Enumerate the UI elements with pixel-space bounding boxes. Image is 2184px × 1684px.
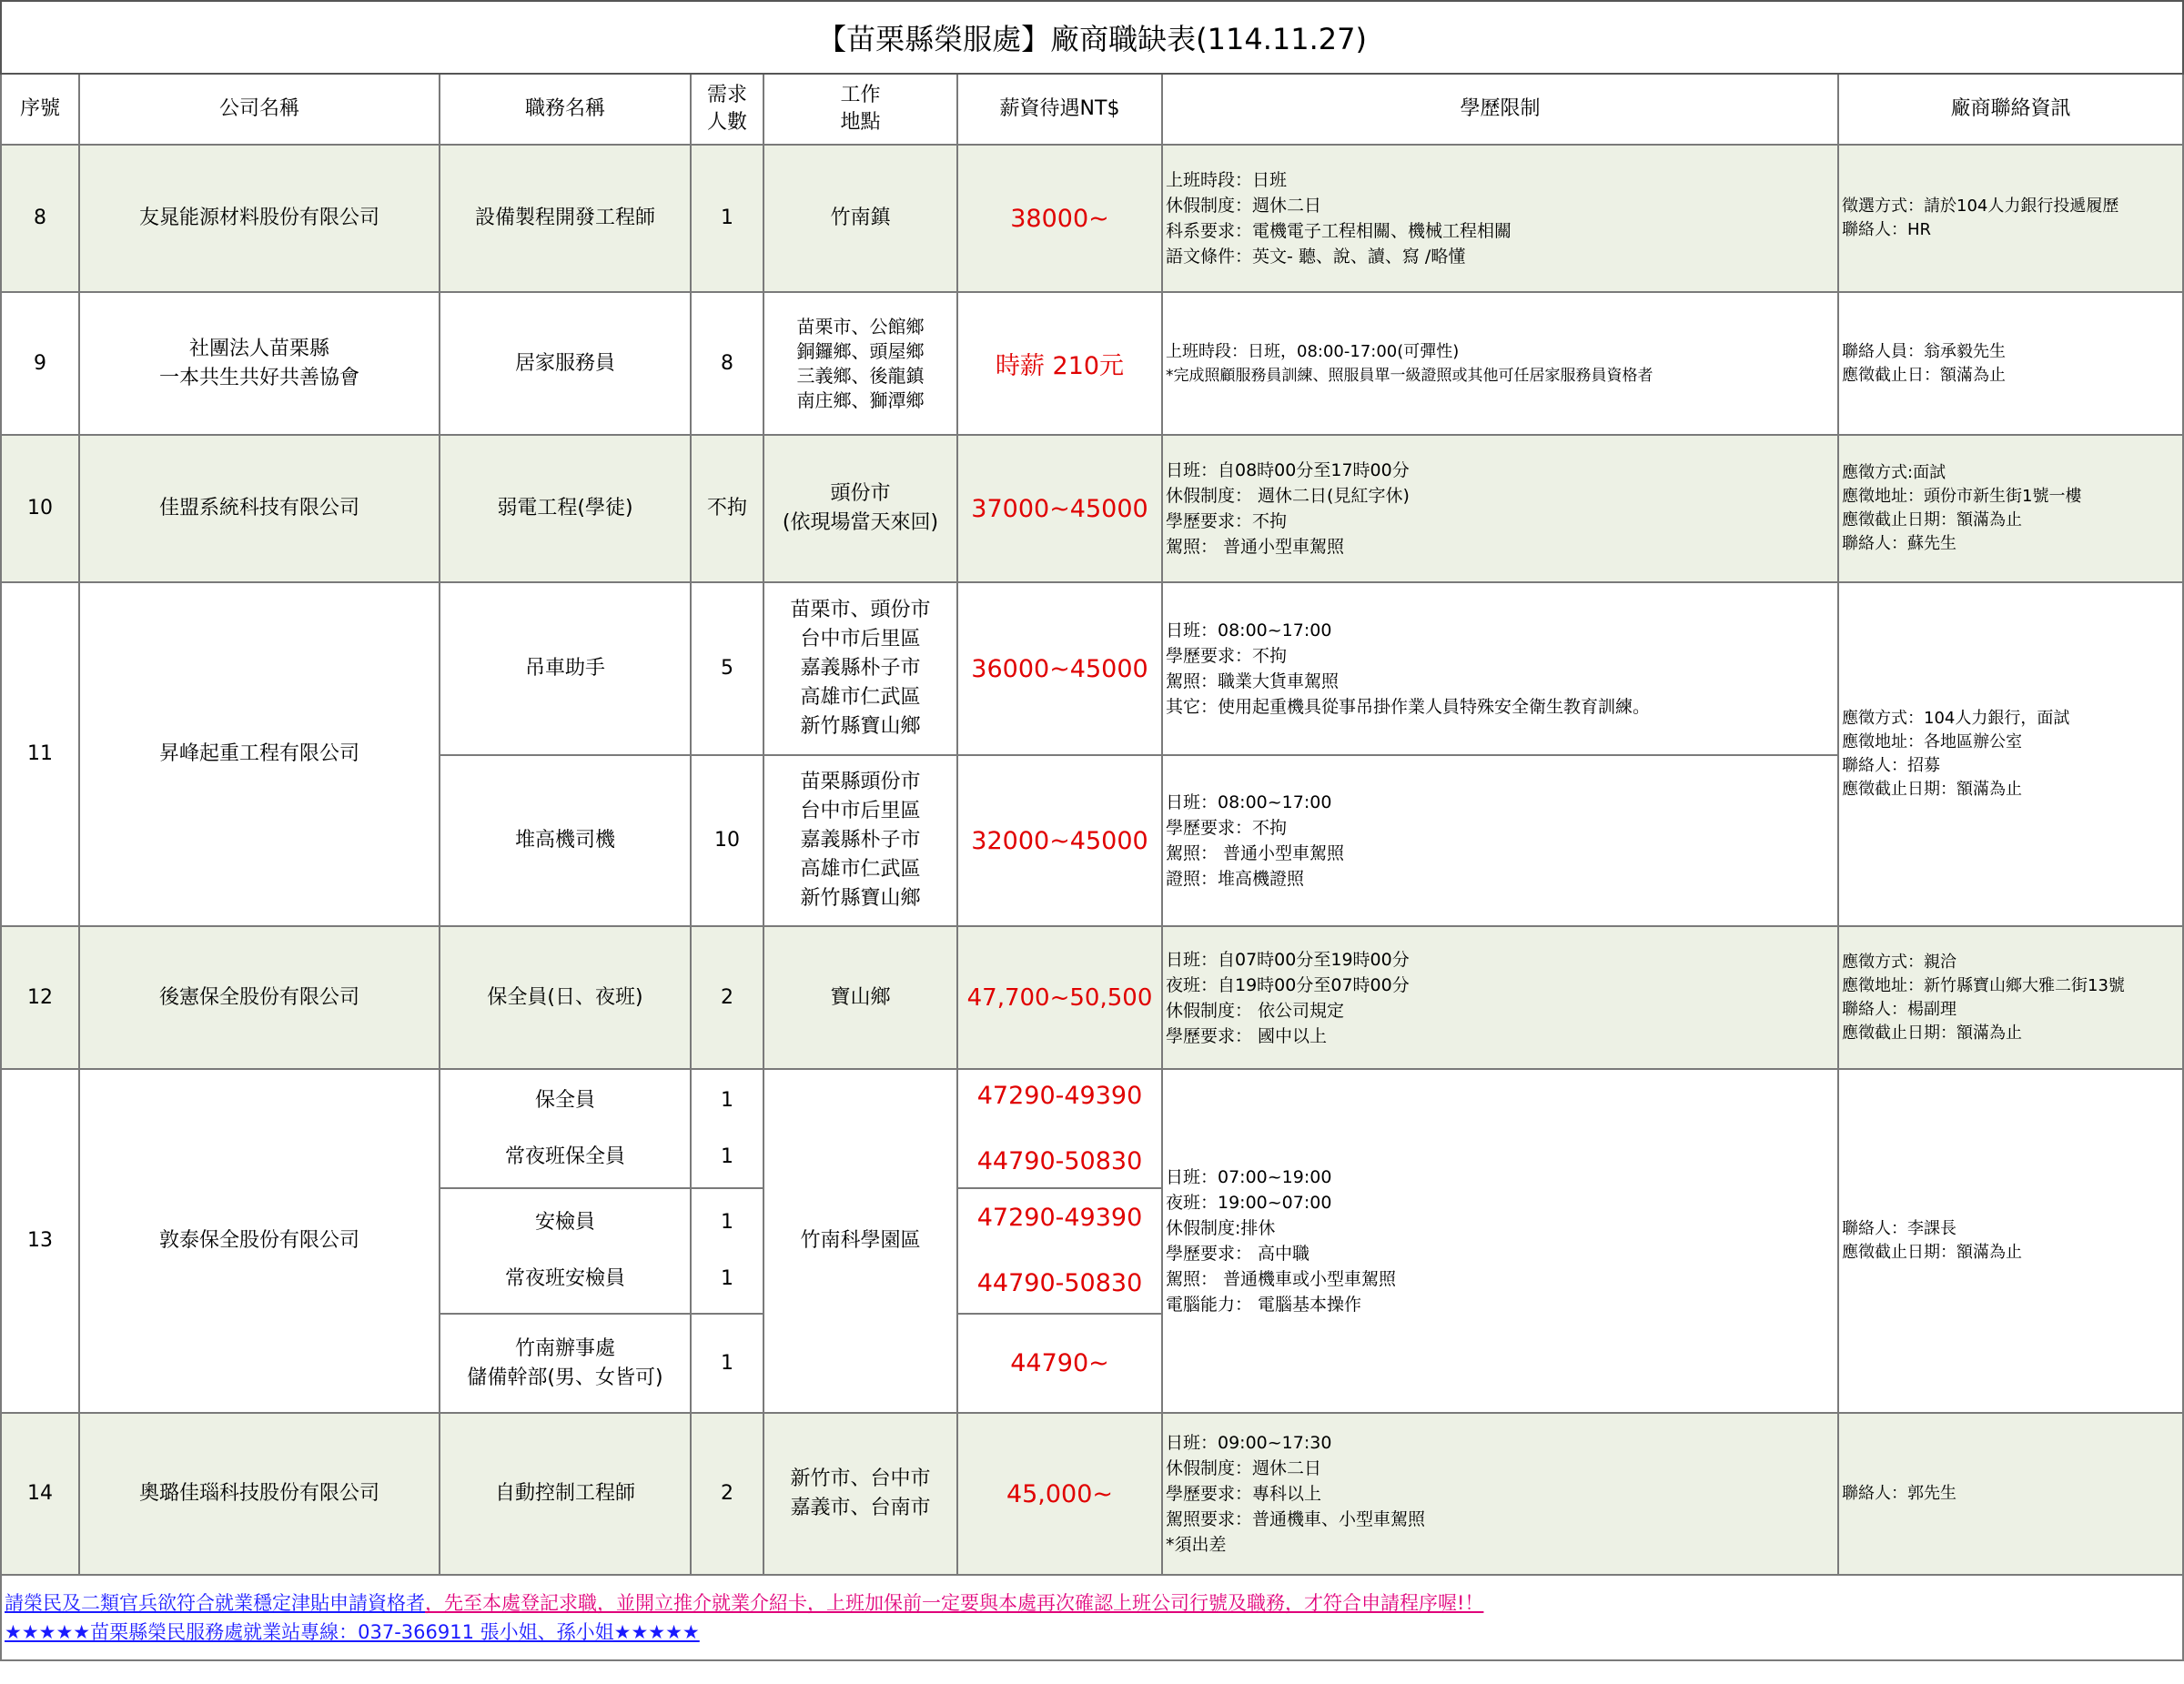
job-title: 堆高機司機 xyxy=(440,755,691,926)
location-line: (依現場當天來回) xyxy=(782,511,939,534)
salary: 32000~45000 xyxy=(957,755,1162,926)
work-location xyxy=(763,582,957,755)
footer-notice xyxy=(1,1575,2183,1660)
header-count xyxy=(691,74,763,145)
requirement-line: 學歷要求：不拘 xyxy=(1166,646,1288,666)
contact-info xyxy=(1838,435,2183,582)
headcount: 2 xyxy=(691,926,763,1069)
location-line: 新竹縣寶山鄉 xyxy=(800,887,921,910)
contact-line: 聯絡人：蘇先生 xyxy=(1842,534,1956,553)
location-line: 台中市后里區 xyxy=(800,628,921,650)
job-title: 保全員(日、夜班) xyxy=(440,926,691,1069)
salary: 時薪 210元 xyxy=(957,292,1162,435)
requirement-line: 上班時段：日班 xyxy=(1166,170,1288,190)
headcount xyxy=(691,1069,763,1188)
headcount: 2 xyxy=(691,1413,763,1575)
requirement-line: 日班：自08時00分至17時00分 xyxy=(1166,460,1410,480)
requirements xyxy=(1162,926,1838,1069)
contact-line: 聯絡人員：翁承毅先生 xyxy=(1842,341,2006,361)
job-title-line: 常夜班保全員 xyxy=(504,1145,625,1168)
requirements xyxy=(1162,435,1838,582)
table-row xyxy=(1,435,2183,582)
requirement-line: 夜班：自19時00分至07時00分 xyxy=(1166,974,1410,995)
contact-info xyxy=(1838,145,2183,292)
work-location: 竹南科學園區 xyxy=(763,1069,957,1413)
salary-line: 44790-50830 xyxy=(976,1146,1143,1175)
requirement-line: 休假制度：週休二日 xyxy=(1166,1458,1322,1478)
requirement-line: 其它：使用起重機具從事吊掛作業人員特殊安全衛生教育訓練。 xyxy=(1166,697,1651,717)
headcount-line: 1 xyxy=(721,1088,733,1112)
requirement-line: 休假制度： 週休二日(見紅字休) xyxy=(1166,486,1410,506)
contact-line: 徵選方式：請於104人力銀行投遞履歷 xyxy=(1842,197,2119,216)
location-line: 頭份市 xyxy=(830,482,891,505)
headcount: 8 xyxy=(691,292,763,435)
row-number: 10 xyxy=(1,435,79,582)
location-line: 高雄市仁武區 xyxy=(800,686,921,709)
salary: 37000~45000 xyxy=(957,435,1162,582)
headcount: 1 xyxy=(691,1314,763,1413)
headcount-line: 1 xyxy=(721,1211,733,1234)
salary: 36000~45000 xyxy=(957,582,1162,755)
location-line: 苗栗市、頭份市 xyxy=(790,599,931,621)
requirement-line: 休假制度：週休二日 xyxy=(1166,196,1322,216)
location-line: 嘉義市、台南市 xyxy=(790,1497,931,1519)
requirement-line: 科系要求：電機電子工程相關、機械工程相關 xyxy=(1166,221,1512,241)
requirement-line: *完成照顧服務員訓練、照服員單一級證照或其他可任居家服務員資格者 xyxy=(1166,366,1653,385)
requirements xyxy=(1162,1069,1838,1413)
headcount xyxy=(691,1188,763,1314)
contact-line: 應徵地址：各地區辦公室 xyxy=(1842,732,2022,751)
company-name xyxy=(79,292,440,435)
headcount: 5 xyxy=(691,582,763,755)
requirements xyxy=(1162,145,1838,292)
requirement-line: 學歷要求：不拘 xyxy=(1166,818,1288,838)
headcount: 1 xyxy=(691,145,763,292)
contact-line: 應徵截止日期：額滿為止 xyxy=(1842,1023,2022,1043)
footer-row xyxy=(1,1575,2183,1660)
requirement-line: 日班：08:00~17:00 xyxy=(1166,792,1332,812)
header-place xyxy=(763,74,957,145)
company-name: 奧璐佳瑙科技股份有限公司 xyxy=(79,1413,440,1575)
company-name-line1: 社團法人苗栗縣 xyxy=(188,337,329,360)
contact-line: 應徵截止日期：額滿為止 xyxy=(1842,1243,2022,1262)
work-location xyxy=(763,755,957,926)
requirement-line: 上班時段：日班，08:00-17:00(可彈性) xyxy=(1166,341,1460,361)
location-line: 嘉義縣朴子市 xyxy=(800,657,921,680)
requirements xyxy=(1162,1413,1838,1575)
requirements xyxy=(1162,292,1838,435)
requirement-line: 證照：堆高機證照 xyxy=(1166,869,1305,889)
requirement-line: 學歷要求：不拘 xyxy=(1166,511,1288,531)
contact-line: 應徵方式：104人力銀行，面試 xyxy=(1842,709,2070,728)
row-number: 14 xyxy=(1,1413,79,1575)
company-name: 後憲保全股份有限公司 xyxy=(79,926,440,1069)
job-title-line: 儲備幹部(男、女皆可) xyxy=(467,1366,663,1389)
requirement-line: 日班：自07時00分至19時00分 xyxy=(1166,949,1410,970)
requirement-line: 日班：08:00~17:00 xyxy=(1166,620,1332,640)
location-line: 新竹縣寶山鄉 xyxy=(800,715,921,738)
requirement-line: 學歷要求： 國中以上 xyxy=(1166,1025,1328,1046)
contact-line: 應徵截止日：額滿為止 xyxy=(1842,365,2006,385)
row-number: 9 xyxy=(1,292,79,435)
requirement-line: 駕照： 普通小型車駕照 xyxy=(1166,537,1345,557)
salary-line: 44790-50830 xyxy=(976,1269,1143,1297)
table-row xyxy=(1,1069,2183,1188)
header-place-line1: 工作 xyxy=(840,84,881,106)
row-number: 12 xyxy=(1,926,79,1069)
contact-info xyxy=(1838,1069,2183,1413)
requirements xyxy=(1162,582,1838,755)
work-location xyxy=(763,435,957,582)
salary-line: 47290-49390 xyxy=(976,1081,1143,1110)
job-title-line: 安檢員 xyxy=(534,1211,595,1234)
requirement-line: 駕照要求：普通機車、小型車駕照 xyxy=(1166,1509,1426,1529)
requirement-line: 休假制度:排休 xyxy=(1166,1218,1276,1238)
header-contact: 廠商聯絡資訊 xyxy=(1838,74,2183,145)
header-row xyxy=(1,74,2183,145)
requirement-line: 休假制度： 依公司規定 xyxy=(1166,1000,1345,1021)
requirement-line: 駕照： 普通小型車駕照 xyxy=(1166,843,1345,863)
location-line: 三義鄉、後龍鎮 xyxy=(796,364,925,387)
table-row xyxy=(1,145,2183,292)
contact-info xyxy=(1838,292,2183,435)
headcount: 10 xyxy=(691,755,763,926)
footer-eligibility-text: 請榮民及二類官兵欲符合就業穩定津貼申請資格者 xyxy=(5,1592,425,1614)
table-row xyxy=(1,926,2183,1069)
salary: 47,700~50,500 xyxy=(957,926,1162,1069)
company-name: 佳盟系統科技有限公司 xyxy=(79,435,440,582)
company-name: 敦泰保全股份有限公司 xyxy=(79,1069,440,1413)
header-place-line2: 地點 xyxy=(840,111,881,134)
job-title: 設備製程開發工程師 xyxy=(440,145,691,292)
company-name: 昇峰起重工程有限公司 xyxy=(79,582,440,926)
requirement-line: 學歷要求：專科以上 xyxy=(1166,1484,1322,1504)
work-location xyxy=(763,292,957,435)
headcount-line: 1 xyxy=(721,1267,733,1290)
requirement-line: 夜班：19:00~07:00 xyxy=(1166,1193,1332,1213)
salary: 38000~ xyxy=(957,145,1162,292)
contact-line: 聯絡人：HR xyxy=(1842,220,1932,239)
job-title: 自動控制工程師 xyxy=(440,1413,691,1575)
work-location xyxy=(763,1413,957,1575)
header-salary: 薪資待遇NT$ xyxy=(957,74,1162,145)
requirement-line: 駕照：職業大貨車駕照 xyxy=(1166,671,1340,691)
contact-info xyxy=(1838,582,2183,926)
headcount: 不拘 xyxy=(691,435,763,582)
location-line: 嘉義縣朴子市 xyxy=(800,829,921,852)
job-title xyxy=(440,1314,691,1413)
header-count-line2: 人數 xyxy=(706,111,747,134)
contact-line: 應徵方式：親洽 xyxy=(1842,952,1956,972)
requirement-line: *須出差 xyxy=(1166,1535,1227,1555)
contact-line: 應徵地址：新竹縣寶山鄉大雅二街13號 xyxy=(1842,975,2125,995)
contact-line: 應徵截止日期：額滿為止 xyxy=(1842,780,2022,799)
contact-line: 聯絡人：楊副理 xyxy=(1842,999,1956,1019)
row-number: 13 xyxy=(1,1069,79,1413)
contact-line: 聯絡人：招募 xyxy=(1842,756,1940,775)
table-row xyxy=(1,292,2183,435)
contact-info xyxy=(1838,1413,2183,1575)
company-name: 友晁能源材料股份有限公司 xyxy=(79,145,440,292)
salary xyxy=(957,1188,1162,1314)
salary: 45,000~ xyxy=(957,1413,1162,1575)
salary xyxy=(957,1069,1162,1188)
requirement-line: 日班：07:00~19:00 xyxy=(1166,1167,1332,1187)
requirement-line: 電腦能力： 電腦基本操作 xyxy=(1166,1295,1362,1315)
header-edu: 學歷限制 xyxy=(1162,74,1838,145)
header-count-line1: 需求 xyxy=(706,84,747,106)
location-line: 高雄市仁武區 xyxy=(800,858,921,881)
contact-line: 應徵方式:面試 xyxy=(1842,463,1946,482)
company-name-line2: 一本共生共好共善協會 xyxy=(158,366,359,389)
header-company: 公司名稱 xyxy=(79,74,440,145)
salary: 44790~ xyxy=(957,1314,1162,1413)
job-title-line: 常夜班安檢員 xyxy=(504,1267,625,1290)
footer-hotline: ★★★★★苗栗縣榮民服務處就業站專線：037-366911 張小姐、孫小姐★★★★★ xyxy=(5,1621,700,1643)
location-line: 苗栗縣頭份市 xyxy=(800,771,921,793)
header-no: 序號 xyxy=(1,74,79,145)
location-line: 苗栗市、公館鄉 xyxy=(796,315,925,338)
contact-line: 應徵地址：頭份市新生街1號一樓 xyxy=(1842,487,2082,506)
job-title-line: 保全員 xyxy=(534,1088,595,1112)
sheet-title: 【苗栗縣榮服處】廠商職缺表(114.11.27) xyxy=(1,1,2183,74)
job-title-line: 竹南辦事處 xyxy=(514,1336,615,1360)
table-row xyxy=(1,582,2183,755)
headcount-line: 1 xyxy=(721,1145,733,1168)
table-row xyxy=(1,1413,2183,1575)
requirement-line: 語文條件：英文- 聽、說、讀、寫 /略懂 xyxy=(1166,247,1466,267)
work-location: 竹南鎮 xyxy=(763,145,957,292)
footer-line1 xyxy=(5,1588,2179,1618)
location-line: 台中市后里區 xyxy=(800,800,921,822)
location-line: 南庄鄉、獅潭鄉 xyxy=(796,388,925,411)
row-number: 11 xyxy=(1,582,79,926)
salary-line: 47290-49390 xyxy=(976,1204,1143,1232)
row-number: 8 xyxy=(1,145,79,292)
requirement-line: 日班：09:00~17:30 xyxy=(1166,1433,1332,1453)
footer-procedure-text: ，先至本處登記求職，並開立推介就業介紹卡，上班加保前一定要與本處再次確認上班公司行號及職務，才符合申請程序喔!！ xyxy=(425,1592,1484,1614)
work-location: 寶山鄉 xyxy=(763,926,957,1069)
job-title xyxy=(440,1069,691,1188)
location-line: 新竹市、台中市 xyxy=(790,1467,931,1490)
job-title: 吊車助手 xyxy=(440,582,691,755)
job-title: 弱電工程(學徒) xyxy=(440,435,691,582)
requirement-line: 駕照： 普通機車或小型車駕照 xyxy=(1166,1269,1397,1289)
header-job: 職務名稱 xyxy=(440,74,691,145)
requirements xyxy=(1162,755,1838,926)
contact-line: 應徵截止日期：額滿為止 xyxy=(1842,510,2022,529)
contact-info xyxy=(1838,926,2183,1069)
contact-line: 聯絡人：郭先生 xyxy=(1842,1484,1956,1503)
contact-line: 聯絡人：李課長 xyxy=(1842,1219,1956,1238)
location-line: 銅鑼鄉、頭屋鄉 xyxy=(796,339,925,362)
job-title: 居家服務員 xyxy=(440,292,691,435)
job-title xyxy=(440,1188,691,1314)
requirement-line: 學歷要求： 高中職 xyxy=(1166,1244,1310,1264)
